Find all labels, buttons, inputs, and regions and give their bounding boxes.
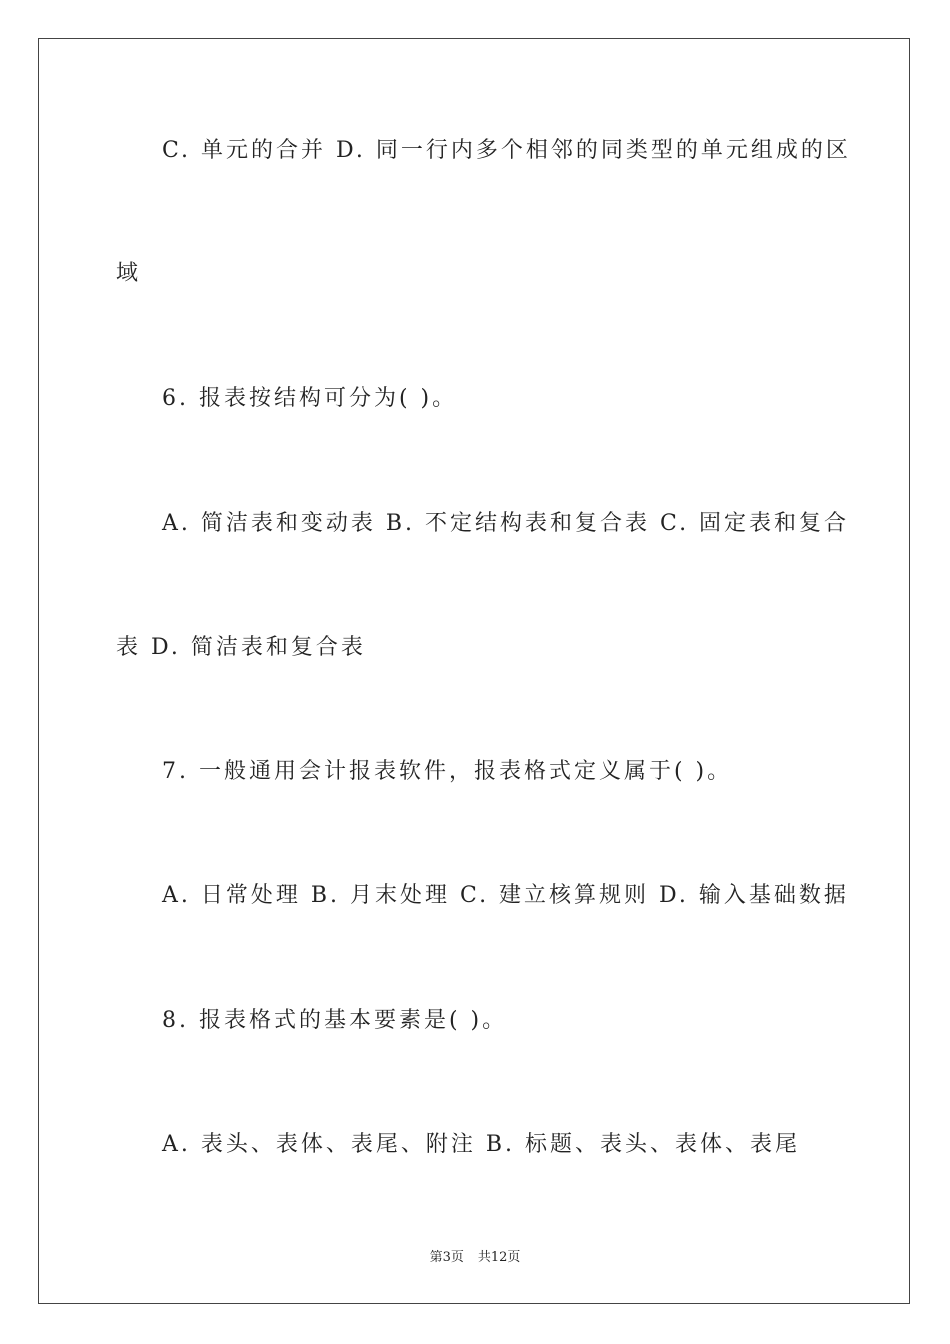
question-8-options: A. 表头、表体、表尾、附注 B. 标题、表头、表体、表尾: [162, 1132, 801, 1157]
page-footer: [0, 1250, 950, 1266]
page-number: 第3页: [429, 1250, 464, 1265]
page-border: [38, 38, 910, 1304]
question-8: 8. 报表格式的基本要素是( )。: [162, 1008, 508, 1033]
question-6: 6. 报表按结构可分为( )。: [162, 386, 458, 411]
question-7-options: A. 日常处理 B. 月末处理 C. 建立核算规则 D. 输入基础数据: [162, 883, 849, 908]
text-line-continuation: 域: [116, 261, 142, 286]
text-line-option-c-d: C. 单元的合并 D. 同一行内多个相邻的同类型的单元组成的区: [162, 138, 851, 163]
page-total: 共12页: [477, 1250, 521, 1265]
question-6-options: A. 简洁表和变动表 B. 不定结构表和复合表 C. 固定表和复合: [162, 511, 850, 536]
question-6-options-continuation: 表 D. 简洁表和复合表: [116, 635, 366, 660]
question-7: 7. 一般通用会计报表软件，报表格式定义属于( )。: [162, 759, 733, 784]
